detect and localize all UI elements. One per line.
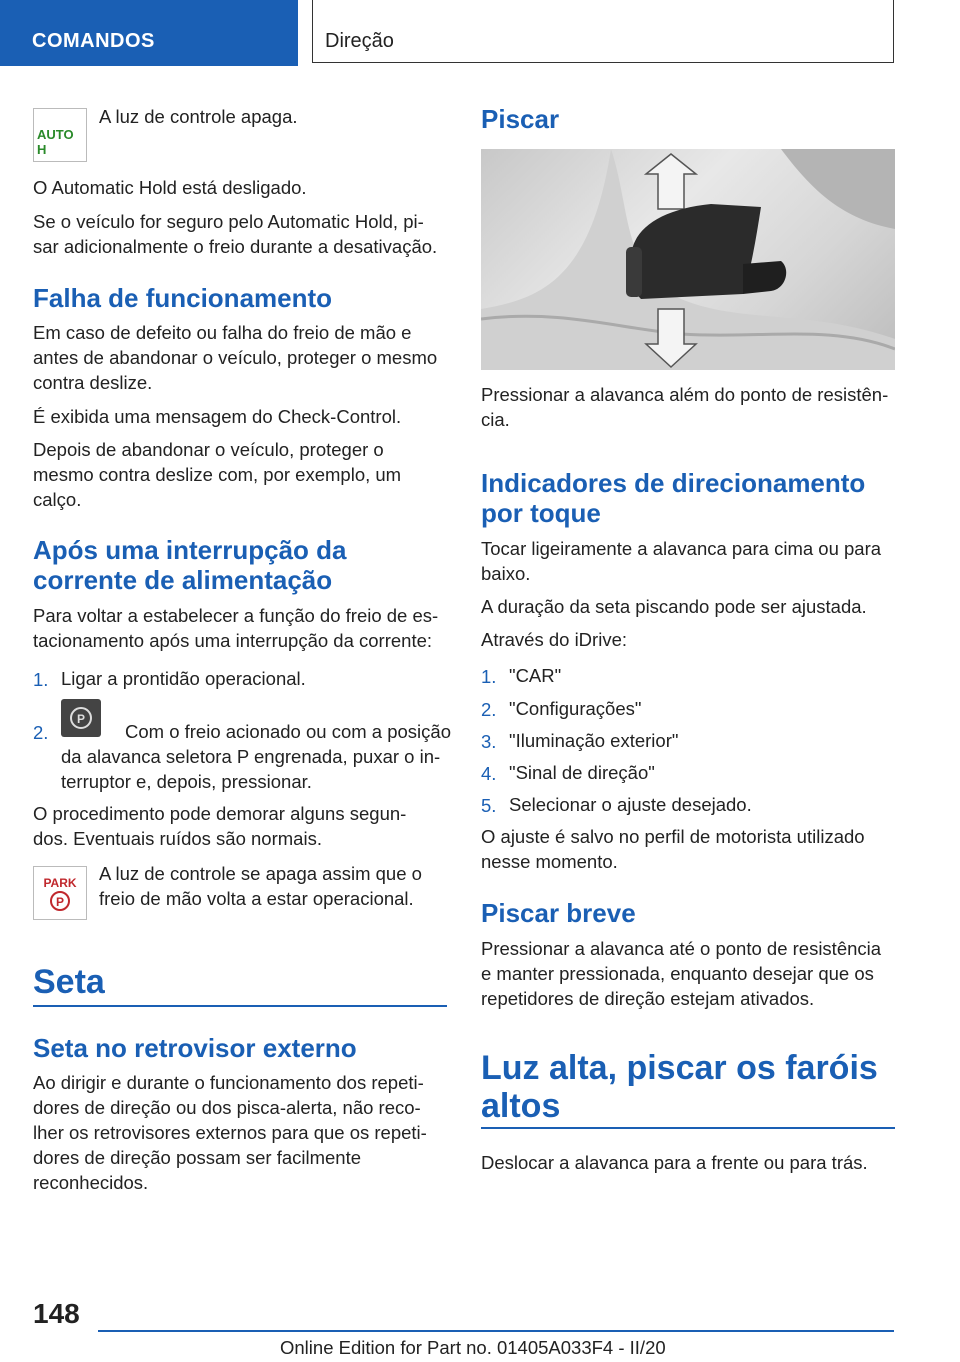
text-line: baixo. [481,563,531,584]
turn-signal-lever-photo [481,149,895,370]
text-paragraph: O Automatic Hold está desligado. [33,177,307,198]
chapter-title: Direção [325,30,394,52]
text-line: Depois de abandonar o veículo, proteger o [33,439,384,460]
text-line: Se o veículo for seguro pelo Automatic Hold, pi- [33,211,424,232]
text-line: sar adicionalmente o freio durante a desativação. [33,236,438,257]
text-line: cia. [481,409,510,430]
text-line: antes de abandonar o veículo, proteger o mesmo [33,347,438,368]
text-line: e manter pressionada, enquanto desejar que os [481,963,874,984]
heading-falha: Falha de funcionamento [33,283,333,313]
list-item: "Configurações" [509,698,642,719]
list-item: "CAR" [509,665,562,686]
heading-seta-retrovisor: Seta no retrovisor externo [33,1033,357,1063]
section-tab [0,0,298,66]
list-item-cont: da alavanca seletora P engrenada, puxar o in- [61,746,441,767]
text-line: dores de direção possam ser facilmente [33,1147,362,1168]
list-number: 1. [33,669,49,690]
text-paragraph: Deslocar a alavanca para a frente ou para trás. [481,1152,868,1173]
list-item: Ligar a prontidão operacional. [61,668,306,689]
auto-hold-icon: AUTO H [33,108,87,162]
text-line: nesse momento. [481,851,618,872]
text-line: reconhecidos. [33,1172,149,1193]
text-line: lher os retrovisores externos para que os repeti- [33,1122,427,1143]
text-paragraph: Através do iDrive: [481,629,627,650]
list-number: 5. [481,795,497,816]
heading-piscar-breve: Piscar breve [481,898,636,928]
text-line: O procedimento pode demorar alguns segun- [33,803,407,824]
list-item-cont: terruptor e, depois, pressionar. [61,771,312,792]
list-number: 1. [481,666,497,687]
text-line: O ajuste é salvo no perfil de motorista utilizado [481,826,865,847]
svg-text:P: P [76,712,86,726]
text-line: Tocar ligeiramente a alavanca para cima ou para [481,538,882,559]
heading-apos-cont: corrente de alimentação [33,565,333,595]
text-line: Em caso de defeito ou falha do freio de mão e [33,322,412,343]
text-paragraph: É exibida uma mensagem do Check-Control. [33,406,402,427]
park-brake-icon [33,866,87,920]
text-line: tacionamento após uma interrupção da corrente: [33,630,433,651]
list-number: 2. [481,699,497,720]
heading-piscar: Piscar [481,104,560,134]
text-line: contra deslize. [33,372,153,393]
text-paragraph: A duração da seta piscando pode ser ajustada. [481,596,867,617]
heading-seta: Seta [33,963,105,1001]
parking-brake-icon [61,699,101,737]
text-line: Pressionar a alavanca até o ponto de resistência [481,938,882,959]
text-auto-hold-light: A luz de controle apaga. [99,106,298,127]
footer-rule [98,1330,894,1332]
heading-apos: Após uma interrupção da [33,535,347,565]
heading-indicadores-cont: por toque [481,498,601,528]
section-rule [481,1127,895,1129]
text-line: freio de mão volta a estar operacional. [99,888,414,909]
text-line: dos. Eventuais ruídos são normais. [33,828,322,849]
list-item: "Iluminação exterior" [509,730,679,751]
text-line: Pressionar a alavanca além do ponto de resistên- [481,384,889,405]
heading-luz-alta: Luz alta, piscar os faróis [481,1049,878,1087]
heading-luz-alta-cont: altos [481,1087,561,1125]
text-line: calço. [33,489,82,510]
list-number: 4. [481,763,497,784]
list-item: Selecionar o ajuste desejado. [509,794,752,815]
text-line: mesmo contra deslize com, por exemplo, um [33,464,402,485]
text-line: A luz de controle se apaga assim que o [99,863,422,884]
list-item: "Sinal de direção" [509,762,655,783]
text-line: Para voltar a estabelecer a função do freio de es- [33,605,439,626]
text-line: dores de direção ou dos pisca-alerta, não reco- [33,1097,421,1118]
page-number: 148 [33,1298,80,1329]
edition-note: Online Edition for Part no. 01405A033F4 - II/20 [280,1337,666,1358]
heading-indicadores: Indicadores de direcionamento [481,468,866,498]
text-line: repetidores de direção estejam ativados. [481,988,815,1009]
text-line: Ao dirigir e durante o funcionamento dos repeti- [33,1072,424,1093]
section-rule [33,1005,447,1007]
list-item: Com o freio acionado ou com a posição [125,721,451,742]
list-number: 3. [481,731,497,752]
section-title: COMANDOS [32,30,155,52]
list-number: 2. [33,722,49,743]
svg-text:PARK: PARK [43,876,77,890]
svg-text:P: P [55,895,65,909]
chapter-tab [312,0,894,63]
